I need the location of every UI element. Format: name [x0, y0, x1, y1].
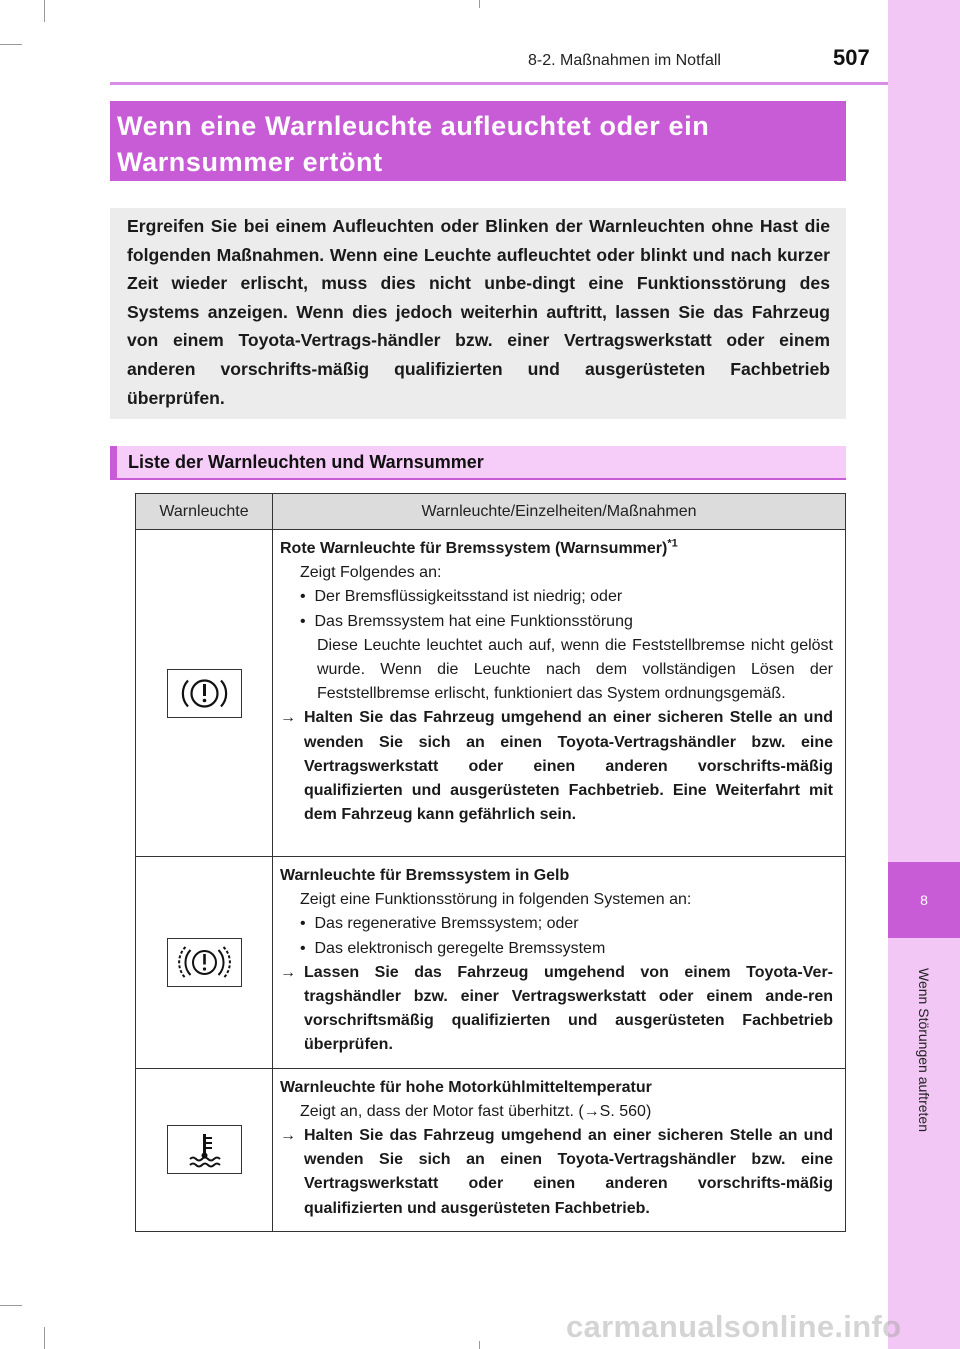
intro-text: Ergreifen Sie bei einem Aufleuchten oder Blinken der Warnleuchten ohne Hast die folgenden Maßnahmen. Wenn eine Leuchte aufleuchtet oder blinkt und nach kurzer Zeit wieder erlischt, muss dies nicht unbe-dingt eine Funktionsstörung des Systems anzeigen. Wenn dies jedoch weiterhin auftritt, lassen Sie das Fahrzeug von einem Toyota-Vertrags-händler bzw. einer Vertragswerkstatt oder einem anderen vorschrifts-mäßig qualifizierten und ausgerüsteten Fachbetrieb überprüfen.: [127, 216, 830, 408]
row-description: Zeigt an, dass der Motor fast überhitzt. (→S. 560): [300, 1102, 652, 1120]
column-header: Warnleuchte: [136, 494, 273, 530]
section-heading: 8-2. Maßnahmen im Notfall: [528, 52, 721, 69]
subheading: Liste der Warnleuchten und Warnsummer: [110, 446, 846, 480]
row-description: Zeigt eine Funktionsstörung in folgenden Systemen an:: [300, 891, 692, 909]
intro-box: [110, 208, 846, 419]
brake-warning-yellow-icon: [167, 938, 242, 987]
action-text: → Halten Sie das Fahrzeug umgehend an einer sicheren Stelle an und wenden Sie sich an einen Toyota-Vertragshändler bzw. eine Vertragswerkstatt oder einen anderen vorschrifts-mäßig qualifizierten und ausgerüsteten Fachbetrieb. Eine Weiterfahrt mit dem Fahrzeug kann gefährlich sein.: [280, 706, 833, 827]
footnote-marker: *1: [667, 537, 678, 550]
header-divider: [110, 82, 888, 85]
arrow-icon: →: [280, 963, 296, 981]
table-row: [136, 857, 846, 1069]
table-row: [136, 530, 846, 857]
list-item: • Das regenerative Bremssystem; oder: [300, 915, 579, 933]
table-row: [136, 1068, 846, 1231]
crop-mark: [479, 1341, 480, 1349]
page-title-line1: Wenn eine Warnleuchte aufleuchtet oder ein: [117, 111, 710, 141]
arrow-icon: →: [280, 1127, 296, 1145]
watermark: carmanualsonline.info: [566, 1309, 902, 1344]
warning-light-table: [135, 493, 846, 1232]
chapter-tab: [888, 0, 960, 1349]
page-number: 507: [833, 45, 870, 70]
list-item: • Der Bremsflüssigkeitsstand ist niedrig; oder: [300, 588, 623, 606]
crop-mark: [44, 0, 45, 22]
column-header: Warnleuchte/Einzelheiten/Maßnahmen: [273, 494, 846, 530]
action-text: → Lassen Sie das Fahrzeug umgehend von einem Toyota-Ver-tragshändler bzw. einer Vertragswerkstatt oder einem ande-ren vorschriftsmäßig qualifizierten und ausgerüsteten Fachbetrieb überprüfen.: [280, 961, 833, 1058]
row-title: Rote Warnleuchte für Bremssystem (Warnsummer): [280, 540, 668, 557]
crop-mark: [0, 1305, 22, 1306]
crop-mark: [479, 0, 480, 8]
chapter-label: Wenn Störungen auftreten: [916, 968, 932, 1132]
list-item: • Das Bremssystem hat eine Funktionsstörung: [300, 612, 633, 630]
crop-mark: [0, 44, 22, 45]
chapter-number: 8: [888, 862, 960, 938]
page-title-line2: Warnsummer ertönt: [117, 147, 383, 177]
coolant-temperature-icon: [167, 1125, 242, 1174]
page-title: [110, 101, 846, 181]
brake-warning-red-icon: [167, 669, 242, 718]
row-title: Warnleuchte für hohe Motorkühlmitteltemperatur: [280, 1078, 652, 1096]
row-description: Zeigt Folgendes an:: [300, 564, 442, 582]
arrow-icon: →: [280, 709, 296, 727]
row-title: Warnleuchte für Bremssystem in Gelb: [280, 867, 570, 884]
list-item: • Das elektronisch geregelte Bremssystem: [300, 939, 606, 957]
table-header-row: [136, 494, 846, 530]
crop-mark: [44, 1327, 45, 1349]
list-item-continuation: Diese Leuchte leuchtet auch auf, wenn die Feststellbremse nicht gelöst wurde. Wenn die Leuchte nach dem vollständigen Lösen der Feststellbremse erlischt, funktioniert das System ordnungsgemäß.: [317, 636, 833, 703]
action-text: → Halten Sie das Fahrzeug umgehend an einer sicheren Stelle an und wenden Sie sich an einen Toyota-Vertragshändler bzw. eine Vertragswerkstatt oder einen anderen vorschrifts-mäßig qualifizierten und ausgerüsteten Fachbetrieb.: [280, 1124, 833, 1221]
